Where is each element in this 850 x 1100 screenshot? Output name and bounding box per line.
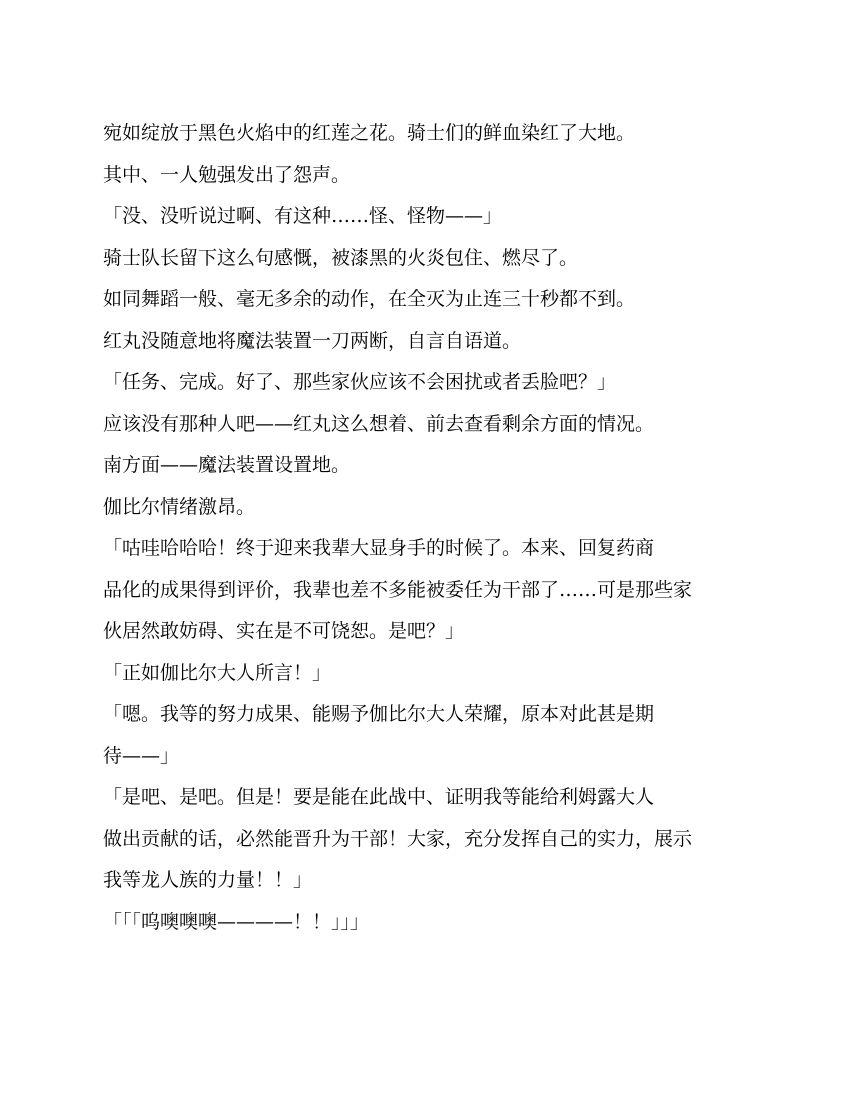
text-line: 「正如伽比尔大人所言！」 bbox=[103, 661, 332, 684]
text-line: 伙居然敢妨碍、实在是不可饶恕。是吧？」 bbox=[103, 620, 465, 642]
text-line: 做出贡献的话，必然能晋升为干部！大家，充分发挥自己的实力，展示 bbox=[103, 827, 693, 850]
text-line: 其中、一人勉强发出了怨声。 bbox=[103, 163, 351, 186]
text-line: 品化的成果得到评价，我辈也差不多能被委任为干部了……可是那些家 bbox=[103, 578, 693, 601]
text-line: 如同舞蹈一般、毫无多余的动作，在全灭为止连三十秒都不到。 bbox=[103, 288, 636, 310]
text-line: 红丸没随意地将魔法装置一刀两断，自言自语道。 bbox=[103, 329, 522, 352]
text-line: 待——」 bbox=[103, 744, 180, 767]
text-line: 应该没有那种人吧——红丸这么想着、前去查看剩余方面的情况。 bbox=[103, 412, 655, 435]
text-line: 宛如绽放于黑色火焰中的红莲之花。骑士们的鲜血染红了大地。 bbox=[103, 122, 636, 144]
text-line: 骑士队长留下这么句感慨，被漆黑的火炎包住、燃尽了。 bbox=[103, 246, 579, 269]
text-line: 南方面——魔法装置设置地。 bbox=[103, 454, 351, 476]
body-text bbox=[103, 113, 763, 943]
text-line: 「没、没听说过啊、有这种……怪、怪物——」 bbox=[103, 205, 503, 227]
text-line: 「任务、完成。好了、那些家伙应该不会困扰或者丢脸吧？」 bbox=[103, 371, 617, 393]
text-line: 「是吧、是吧。但是！要是能在此战中、证明我等能给利姆露大人 bbox=[103, 786, 655, 808]
text-line: 我等龙人族的力量！！」 bbox=[103, 869, 313, 891]
text-line: 伽比尔情绪激昂。 bbox=[103, 495, 256, 518]
text-line: 「「「呜噢噢噢————！！」」」 bbox=[103, 910, 370, 933]
text-line: 「咕哇哈哈哈！终于迎来我辈大显身手的时候了。本来、回复药商 bbox=[103, 537, 655, 559]
text-line: 「嗯。我等的努力成果、能赐予伽比尔大人荣耀，原本对此甚是期 bbox=[103, 703, 655, 725]
